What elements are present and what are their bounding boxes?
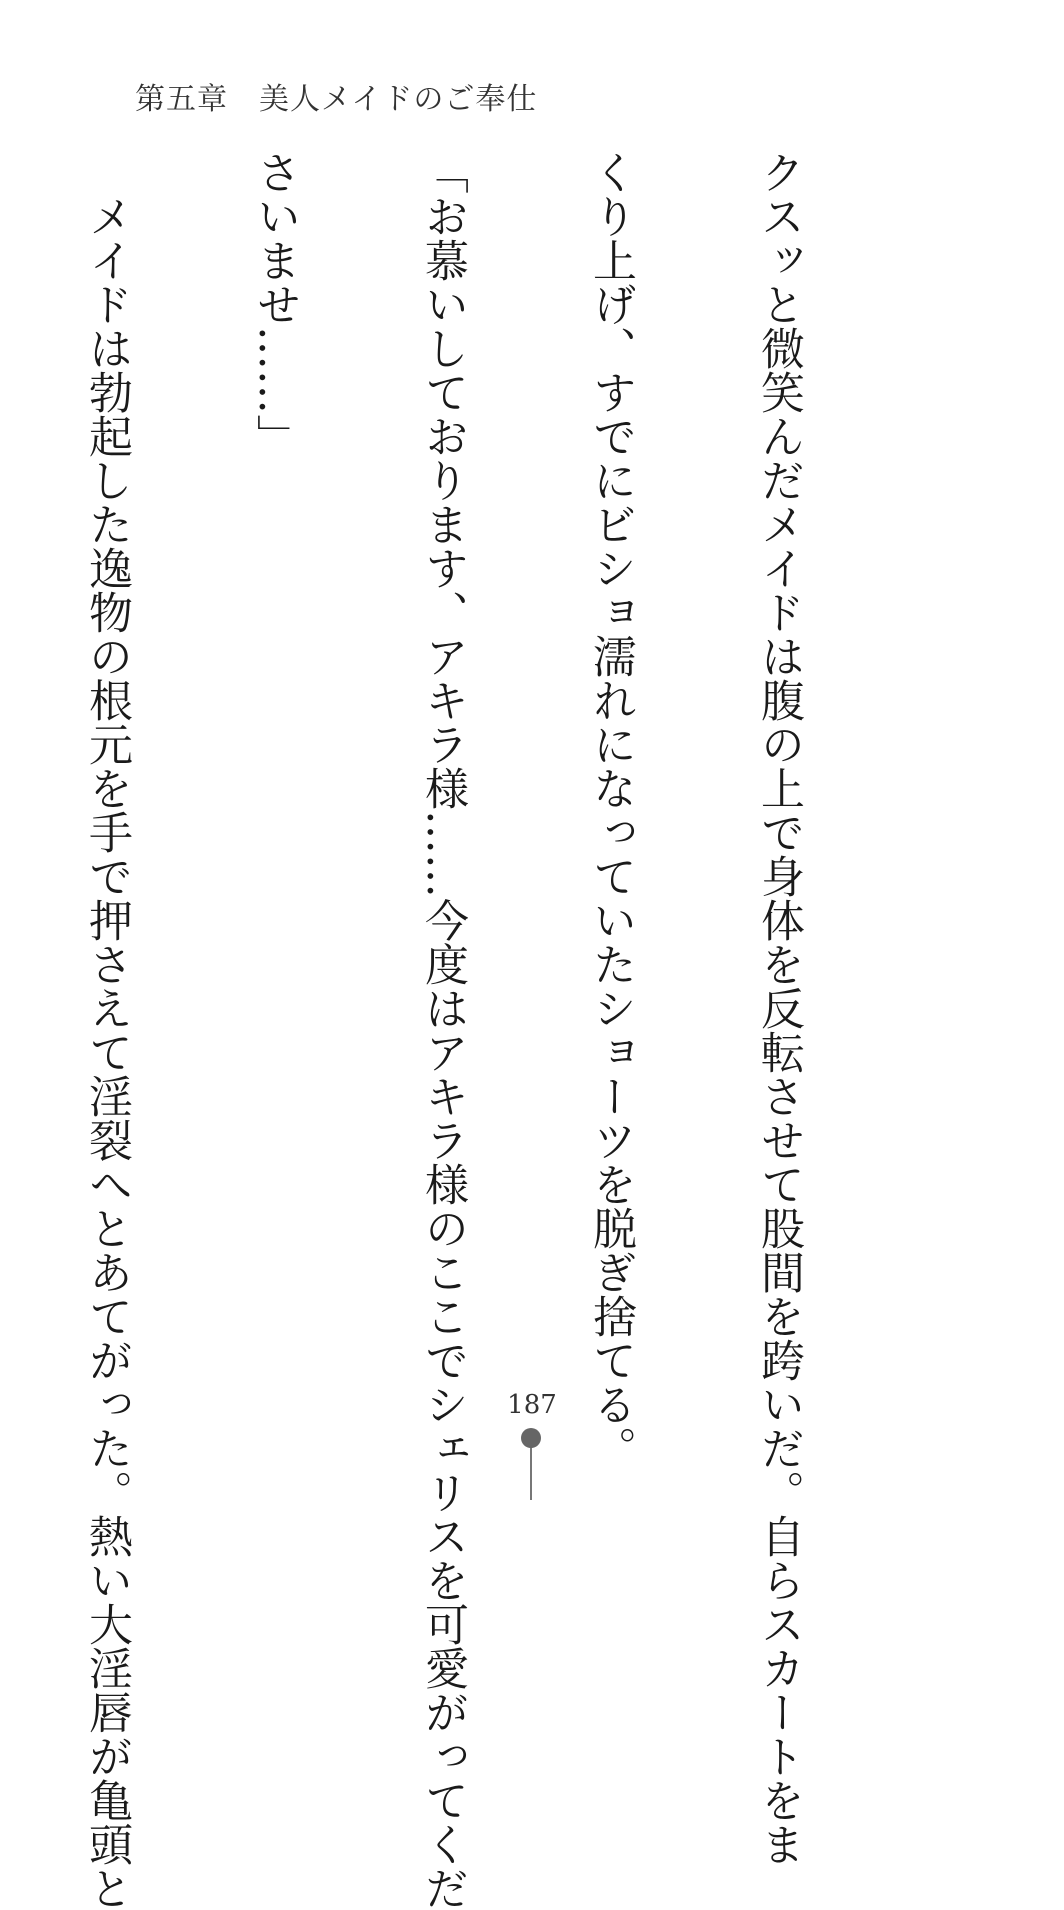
- text-column: 「お慕いしております、アキラ様……今度はアキラ様のここでシェリスを可愛がってくだ: [417, 150, 468, 1910]
- text-column: クスッと微笑んだメイドは腹の上で身体を反転させて股間を跨いだ。自らスカートをま: [753, 150, 804, 1866]
- text-column: メイドは勃起した逸物の根元を手で押さえて淫裂へとあてがった。熱い大淫唇が亀頭と: [81, 150, 132, 1910]
- running-header-chapter-title: 第五章 美人メイドのご奉仕: [135, 82, 538, 117]
- text-column: さいませ……」: [249, 150, 300, 458]
- bookmark-dot-icon: [521, 1428, 541, 1448]
- text-column: くり上げ、すでにビショ濡れになっていたショーツを脱ぎ捨てる。: [585, 150, 636, 1470]
- page-number: 187: [507, 1390, 557, 1420]
